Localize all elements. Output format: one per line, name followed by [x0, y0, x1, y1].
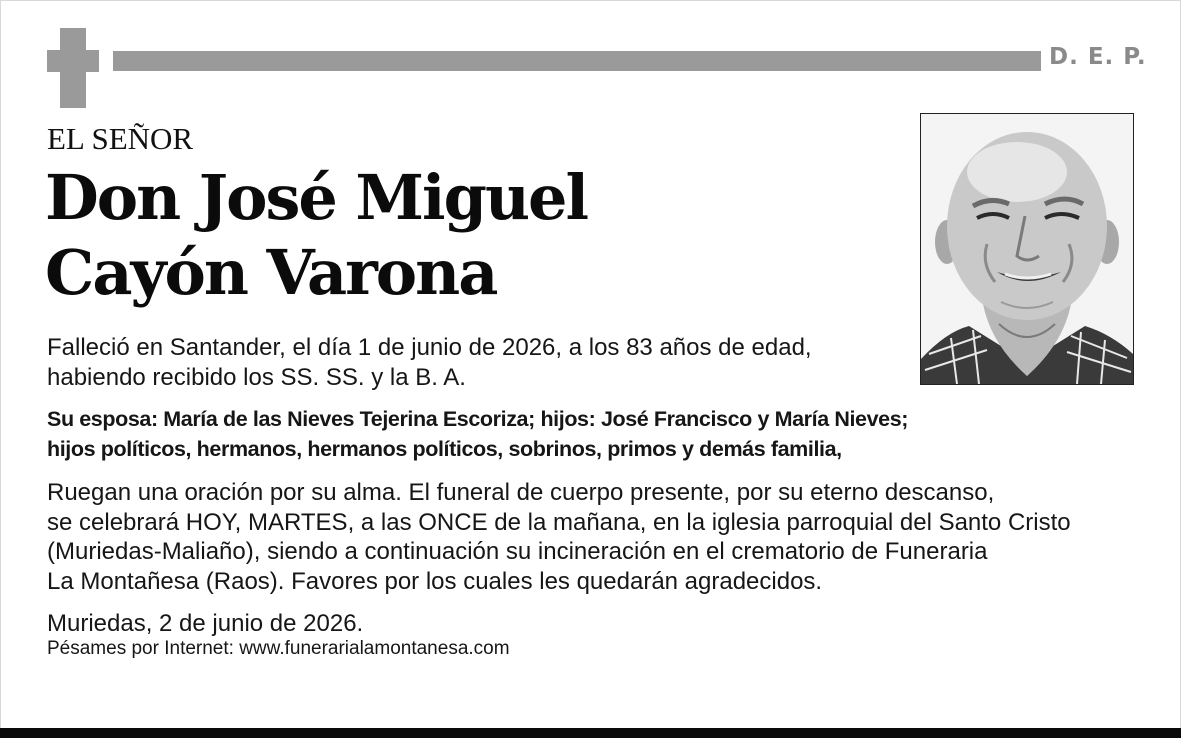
name-line-1: Don José Miguel	[45, 161, 588, 234]
funeral-line: La Montañesa (Raos). Favores por los cuales les quedarán agradecidos.	[47, 567, 823, 595]
bottom-rule	[0, 728, 1181, 738]
family-list	[47, 405, 908, 464]
honorific: EL SEÑOR	[47, 121, 194, 156]
name-line-2: Cayón Varona	[45, 236, 497, 309]
family-line: hijos políticos, hermanos, hermanos políticos, sobrinos, primos y demás familia,	[47, 436, 842, 461]
funeral-line: (Muriedas-Maliaño), siendo a continuación su incineración en el crematorio de Funeraria	[47, 538, 988, 565]
funeral-line: Ruegan una oración por su alma. El funeral de cuerpo presente, por su eterno descanso,	[47, 479, 995, 506]
dep-label: D. E. P.	[1049, 44, 1147, 70]
death-notice-line: Falleció en Santander, el día 1 de junio de 2026, a los 83 años de edad,	[47, 334, 812, 361]
funeral-line: se celebrará HOY, MARTES, a las ONCE de la mañana, en la iglesia parroquial del Santo Cristo	[47, 508, 1071, 536]
funeral-details	[47, 478, 1071, 596]
family-line: Su esposa: María de las Nieves Tejerina Escoriza; hijos: José Francisco y María Nieves;	[47, 407, 909, 431]
death-notice-line: habiendo recibido los SS. SS. y la B. A.	[47, 363, 466, 391]
death-notice	[47, 333, 812, 392]
deceased-name	[45, 160, 587, 310]
internet-condolences: Pésames por Internet: www.funerarialamontanesa.com	[47, 638, 510, 659]
header-rule	[113, 51, 1041, 71]
place-date: Muriedas, 2 de junio de 2026.	[47, 610, 364, 637]
portrait-photo	[920, 113, 1134, 385]
cross-icon	[47, 28, 99, 108]
